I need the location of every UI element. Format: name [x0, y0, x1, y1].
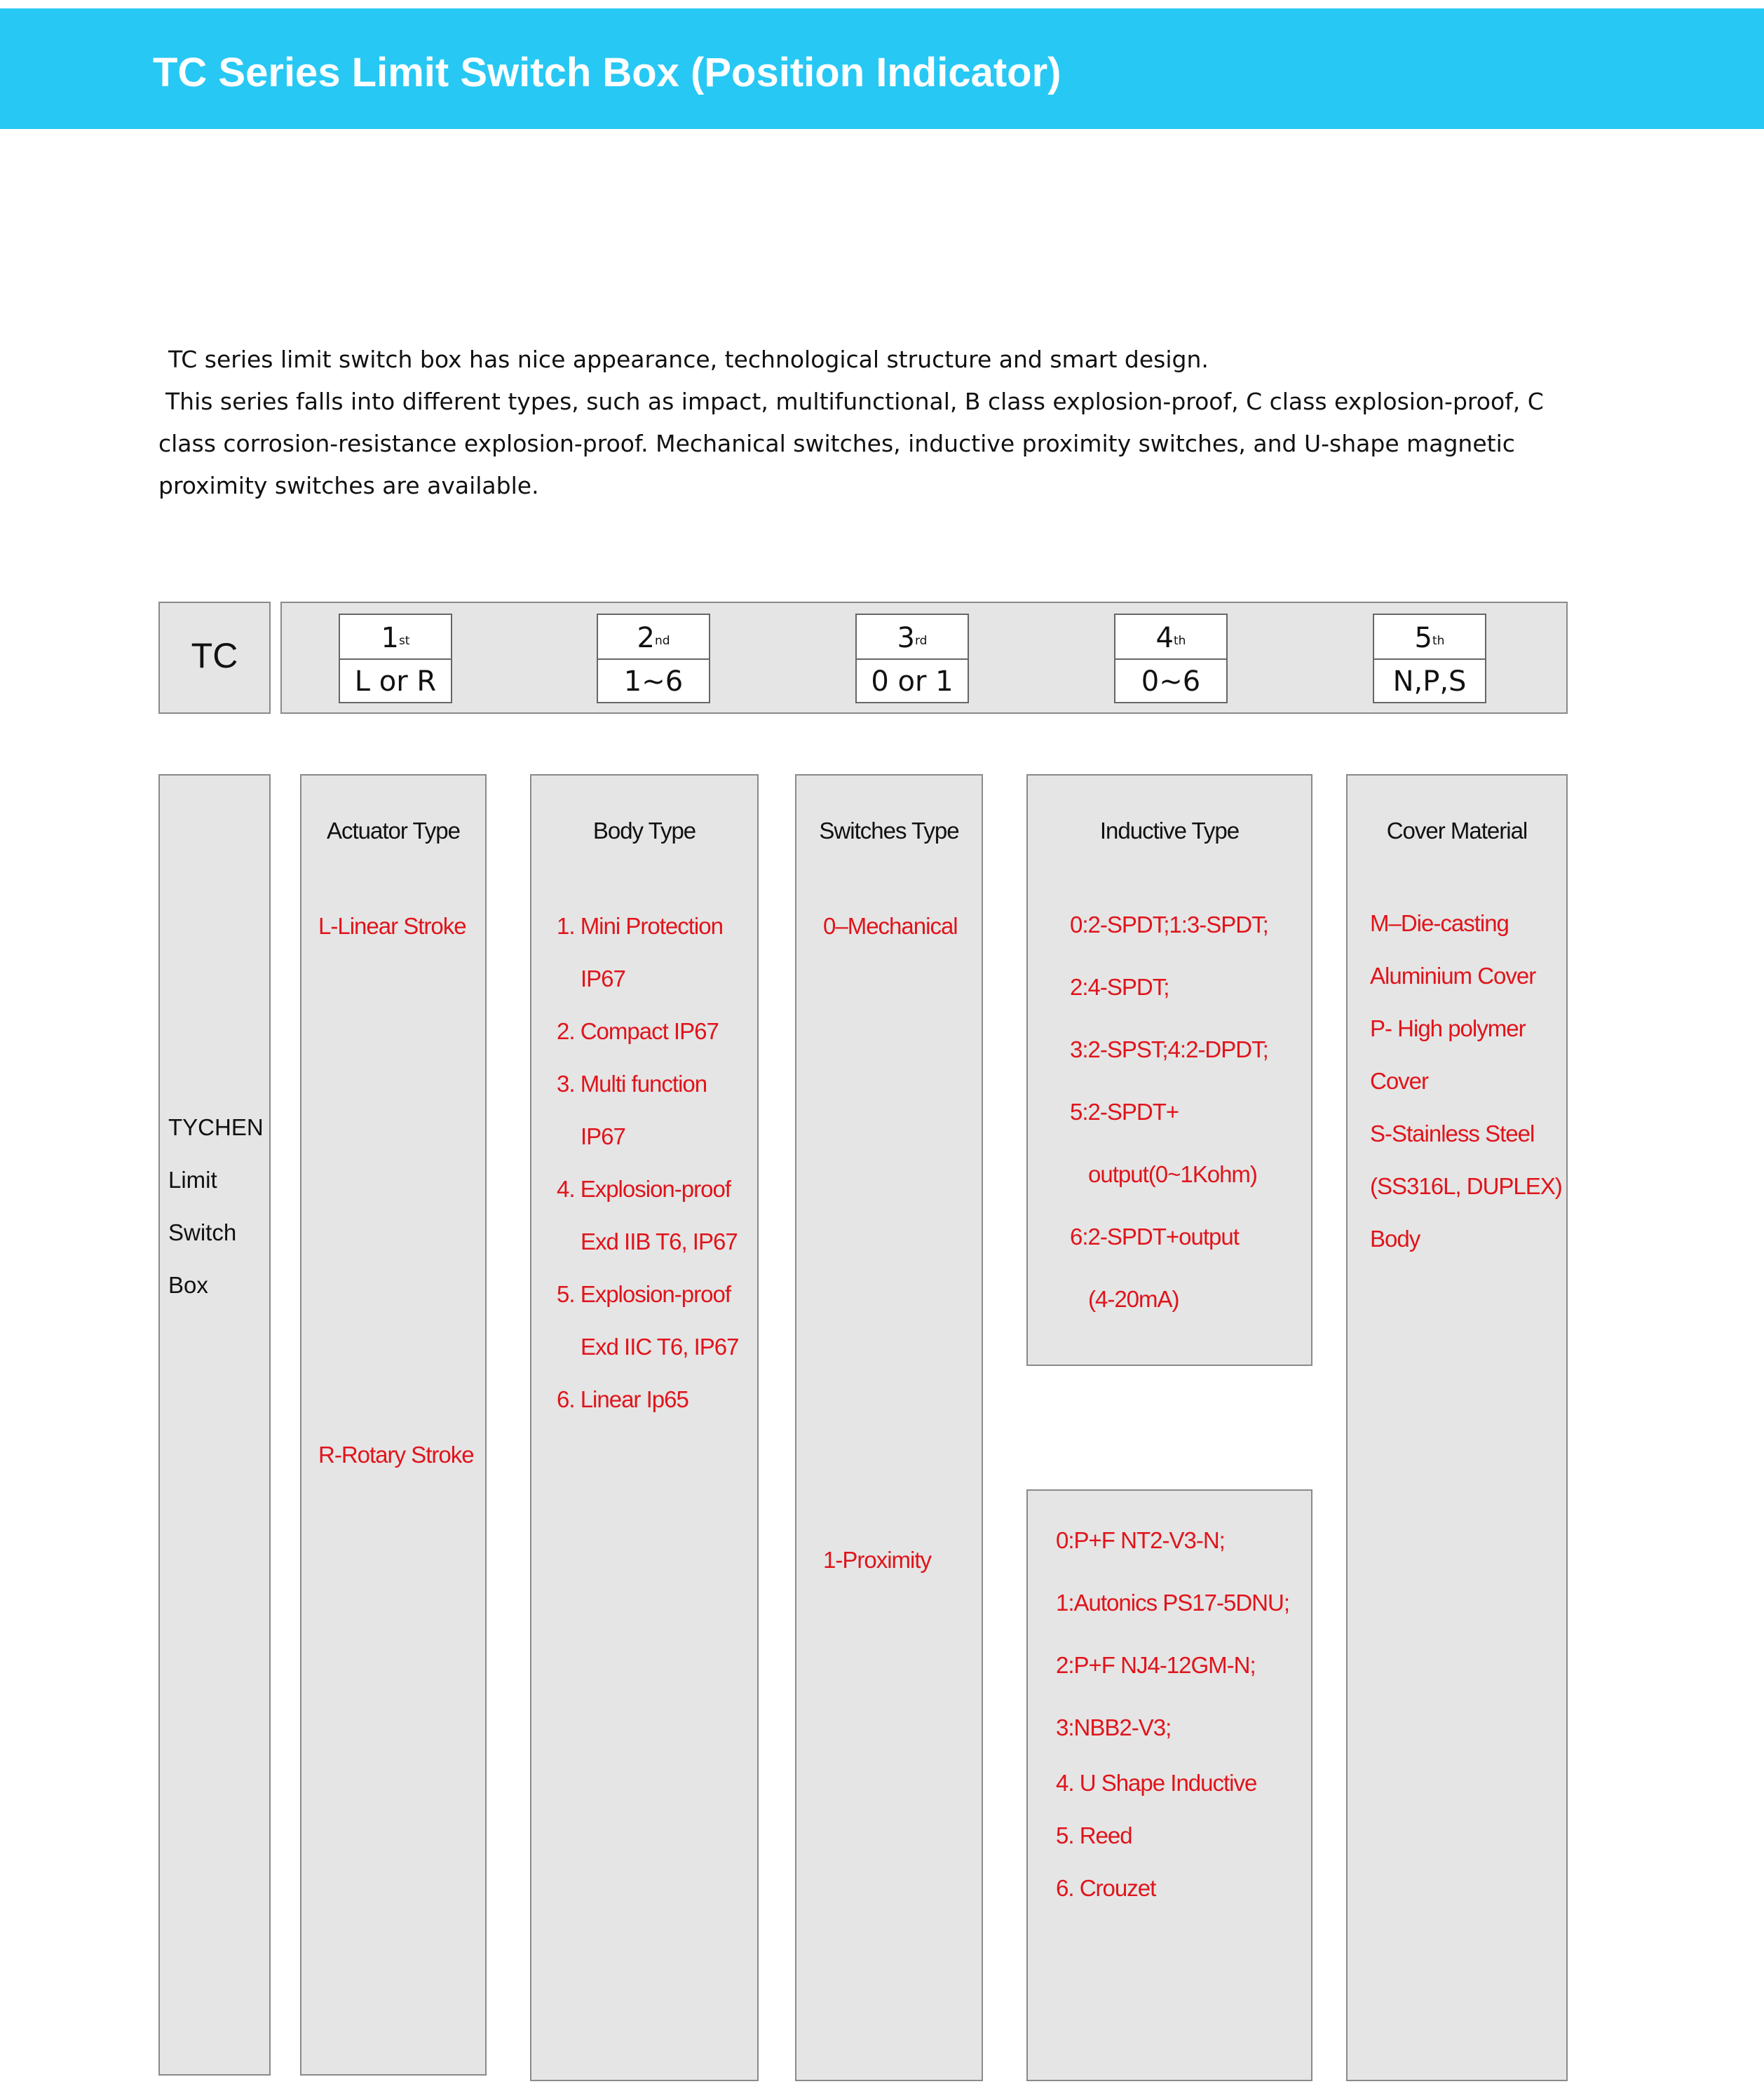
option-item: Cover: [1370, 1068, 1429, 1094]
option-item: P- High polymer: [1370, 1015, 1526, 1041]
brand-line: Box: [168, 1272, 208, 1298]
intro-line: proximity switches are available.: [158, 472, 539, 499]
option-item: 5. Reed: [1056, 1822, 1132, 1848]
proximity-sensor-column: [1026, 1489, 1312, 2081]
option-item: 6. Crouzet: [1056, 1875, 1156, 1901]
option-item: 0:2-SPDT;1:3-SPDT;: [1070, 912, 1268, 938]
column-title: Inductive Type: [1099, 818, 1240, 844]
intro-paragraph: [158, 339, 1561, 507]
intro-line: TC series limit switch box has nice appearance, technological structure and smart design.: [168, 346, 1209, 373]
option-item: 3:2-SPST;4:2-DPDT;: [1070, 1036, 1268, 1062]
column-title: Actuator Type: [326, 818, 460, 844]
actuator-type-column: [300, 774, 487, 2076]
option-item: IP67: [581, 1123, 625, 1149]
option-item: 0:P+F NT2-V3-N;: [1056, 1527, 1225, 1553]
option-item: Aluminium Cover: [1370, 963, 1536, 989]
option-item: 2:4-SPDT;: [1070, 974, 1169, 1000]
option-item: 6. Linear Ip65: [557, 1386, 688, 1412]
option-item: Body: [1370, 1226, 1420, 1252]
option-item: 5. Explosion-proof: [557, 1281, 731, 1307]
page-title: TC Series Limit Switch Box (Position Indicator): [153, 50, 1061, 95]
cover-material-column: [1346, 774, 1568, 2081]
option-item: IP67: [581, 966, 625, 992]
position-ordinal: 4th: [1115, 618, 1226, 660]
option-item: 1. Mini Protection: [557, 913, 723, 939]
position-value: 0~6: [1141, 665, 1201, 698]
option-item: (4-20mA): [1088, 1286, 1179, 1312]
code-position-4: [1114, 614, 1228, 703]
code-position-5: [1373, 614, 1486, 703]
code-positions-box: [280, 602, 1568, 714]
option-item: (SS316L, DUPLEX): [1370, 1173, 1562, 1199]
position-value: 0 or 1: [871, 665, 954, 698]
position-value: N,P,S: [1392, 665, 1467, 698]
option-item: 4. U Shape Inductive: [1056, 1770, 1257, 1796]
option-item: 3. Multi function: [557, 1071, 707, 1097]
brand-line: Switch: [168, 1219, 237, 1245]
position-ordinal: 5th: [1374, 618, 1485, 660]
option-item: 3:NBB2-V3;: [1056, 1714, 1172, 1740]
switches-type-column: [795, 774, 983, 2081]
inductive-type-column: [1026, 774, 1312, 1366]
intro-line: This series falls into different types, such as impact, multifunctional, B class explosion-proof, C class explosion-proof, C: [165, 388, 1544, 415]
position-value: L or R: [354, 665, 437, 698]
code-position-1: [339, 614, 452, 703]
column-title: Body Type: [592, 818, 696, 844]
option-item: Exd IIB T6, IP67: [581, 1229, 738, 1254]
option-item: 4. Explosion-proof: [557, 1176, 731, 1202]
option-item: 1:Autonics PS17-5DNU;: [1056, 1590, 1289, 1616]
option-item: 2. Compact IP67: [557, 1018, 719, 1044]
header-banner: [0, 8, 1764, 129]
column-title: Cover Material: [1386, 818, 1528, 844]
brand-line: Limit: [168, 1167, 217, 1193]
column-title: Switches Type: [819, 818, 959, 844]
code-position-2: [597, 614, 710, 703]
code-prefix: TC: [191, 636, 238, 675]
option-item: M–Die-casting: [1370, 910, 1509, 936]
position-ordinal: 2nd: [598, 618, 709, 660]
option-item: Exd IIC T6, IP67: [581, 1334, 739, 1360]
brand-column: [158, 774, 271, 2076]
option-item: 2:P+F NJ4-12GM-N;: [1056, 1652, 1256, 1678]
option-item: 5:2-SPDT+: [1070, 1099, 1179, 1125]
position-ordinal: 3rd: [857, 618, 968, 660]
option-item: 6:2-SPDT+output: [1070, 1224, 1239, 1250]
option-item: output(0~1Kohm): [1088, 1161, 1257, 1187]
option-item: L-Linear Stroke: [318, 913, 466, 939]
option-item: R-Rotary Stroke: [318, 1442, 474, 1468]
option-item: 1-Proximity: [823, 1547, 932, 1573]
brand-line: TYCHEN: [168, 1114, 264, 1140]
intro-line: class corrosion-resistance explosion-proof. Mechanical switches, inductive proximity switches, and U-shape magnetic: [158, 430, 1515, 457]
position-ordinal: 1st: [340, 618, 451, 660]
body-type-column: [530, 774, 759, 2081]
code-prefix-box: [158, 602, 271, 714]
option-item: S-Stainless Steel: [1370, 1121, 1535, 1146]
code-position-3: [855, 614, 969, 703]
option-item: 0–Mechanical: [823, 913, 958, 939]
position-value: 1~6: [623, 665, 684, 698]
